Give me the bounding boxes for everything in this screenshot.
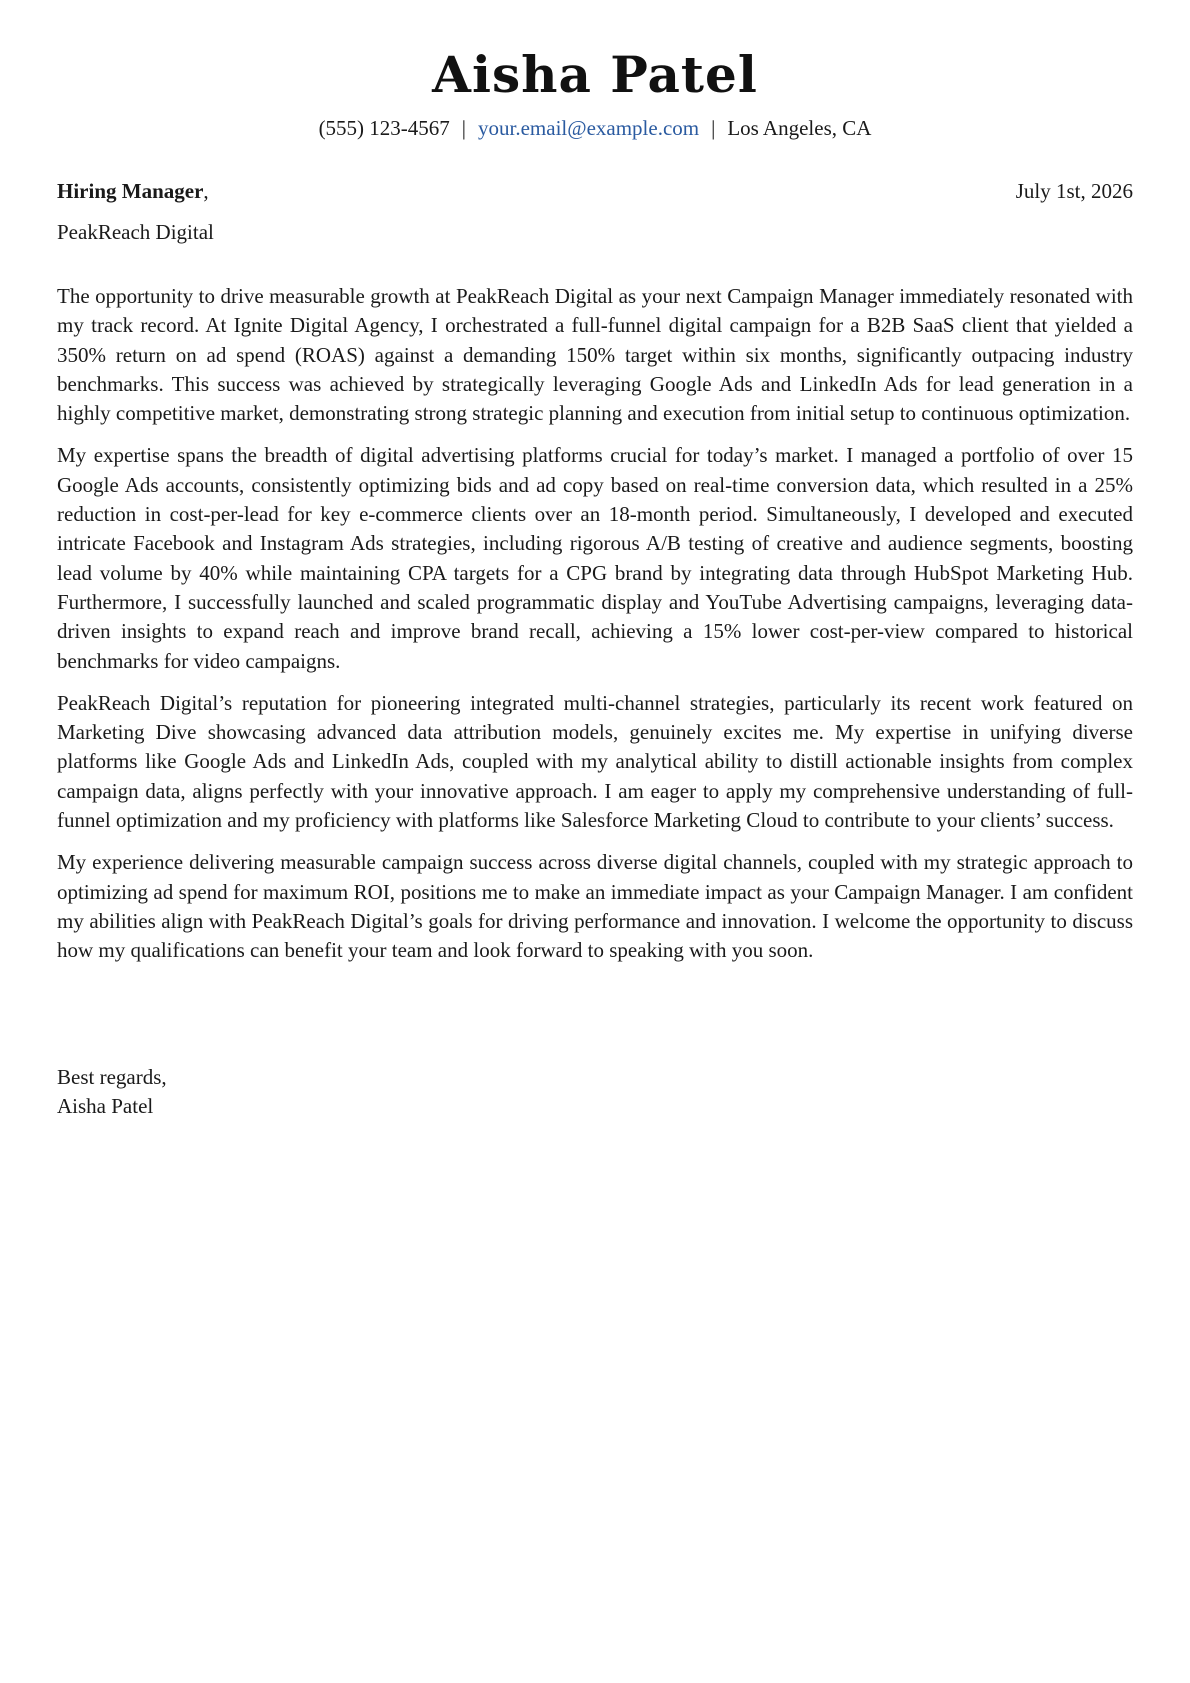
- contact-separator: |: [711, 116, 716, 140]
- body-paragraph: PeakReach Digital’s reputation for pioneering integrated multi-channel strategies, particularly its recent work featured on Marketing Dive showcasing advanced data attribution models, genuinely excites me. My expertise in unifying diverse platforms like Google Ads and LinkedIn Ads, coupled with my analytical ability to distill actionable insights from complex campaign data, aligns perfectly with your innovative approach. I am eager to apply my comprehensive understanding of full-funnel optimization and my proficiency with platforms like Salesforce Marketing Cloud to contribute to your clients’ success.: [57, 690, 1133, 833]
- recipient-line: [57, 178, 209, 204]
- recipient-title: Hiring Manager: [57, 179, 204, 203]
- body-paragraph: My experience delivering measurable campaign success across diverse digital channels, coupled with my strategic approach to optimizing ad spend for maximum ROI, positions me to make an immediate impact as your Campaign Manager. I am confident my abilities align with PeakReach Digital’s goals for driving performance and innovation. I welcome the opportunity to discuss how my qualifications can benefit your team and look forward to speaking with you soon.: [57, 850, 1133, 963]
- applicant-name: Aisha Patel: [432, 45, 758, 104]
- contact-separator: |: [461, 116, 467, 140]
- recipient-company: PeakReach Digital: [57, 220, 214, 244]
- letter-date: July 1st, 2026: [1015, 179, 1133, 203]
- phone-number: (555) 123-4567: [318, 116, 450, 140]
- body-paragraph: My expertise spans the breadth of digital advertising platforms crucial for today’s market. I managed a portfolio of over 15 Google Ads accounts, consistently optimizing bids and ad copy based on real-time conversion data, which resulted in a 25% reduction in cost-per-lead for key e-commerce clients over an 18-month period. Simultaneously, I developed and executed intricate Facebook and Instagram Ads strategies, including rigorous A/B testing of creative and audience segments, boosting lead volume by 40% while maintaining CPA targets for a CPG brand by integrating data through HubSpot Marketing Hub. Furthermore, I successfully launched and scaled programmatic display and YouTube Advertising campaigns, leveraging data-driven insights to expand reach and improve brand recall, achieving a 15% lower cost-per-view compared to historical benchmarks for video campaigns.: [57, 443, 1133, 673]
- body-paragraph: The opportunity to drive measurable growth at PeakReach Digital as your next Campaign Manager immediately resonated with my track record. At Ignite Digital Agency, I orchestrated a full-funnel digital campaign for a B2B SaaS client that yielded a 350% return on ad spend (ROAS) against a demanding 150% target within six months, significantly outpacing industry benchmarks. This success was achieved by strategically leveraging Google Ads and LinkedIn Ads for lead generation in a highly competitive market, demonstrating strong strategic planning and execution from initial setup to continuous optimization.: [57, 284, 1133, 426]
- letter-closing: [57, 1063, 167, 1121]
- email-link[interactable]: your.email@example.com: [478, 116, 700, 140]
- recipient-title-suffix: ,: [203, 179, 209, 203]
- contact-line: [0, 114, 1190, 142]
- closing-salutation: Best regards,: [57, 1065, 167, 1089]
- closing-signature: Aisha Patel: [57, 1094, 154, 1118]
- letter-body: [57, 282, 1133, 979]
- location: Los Angeles, CA: [727, 116, 872, 140]
